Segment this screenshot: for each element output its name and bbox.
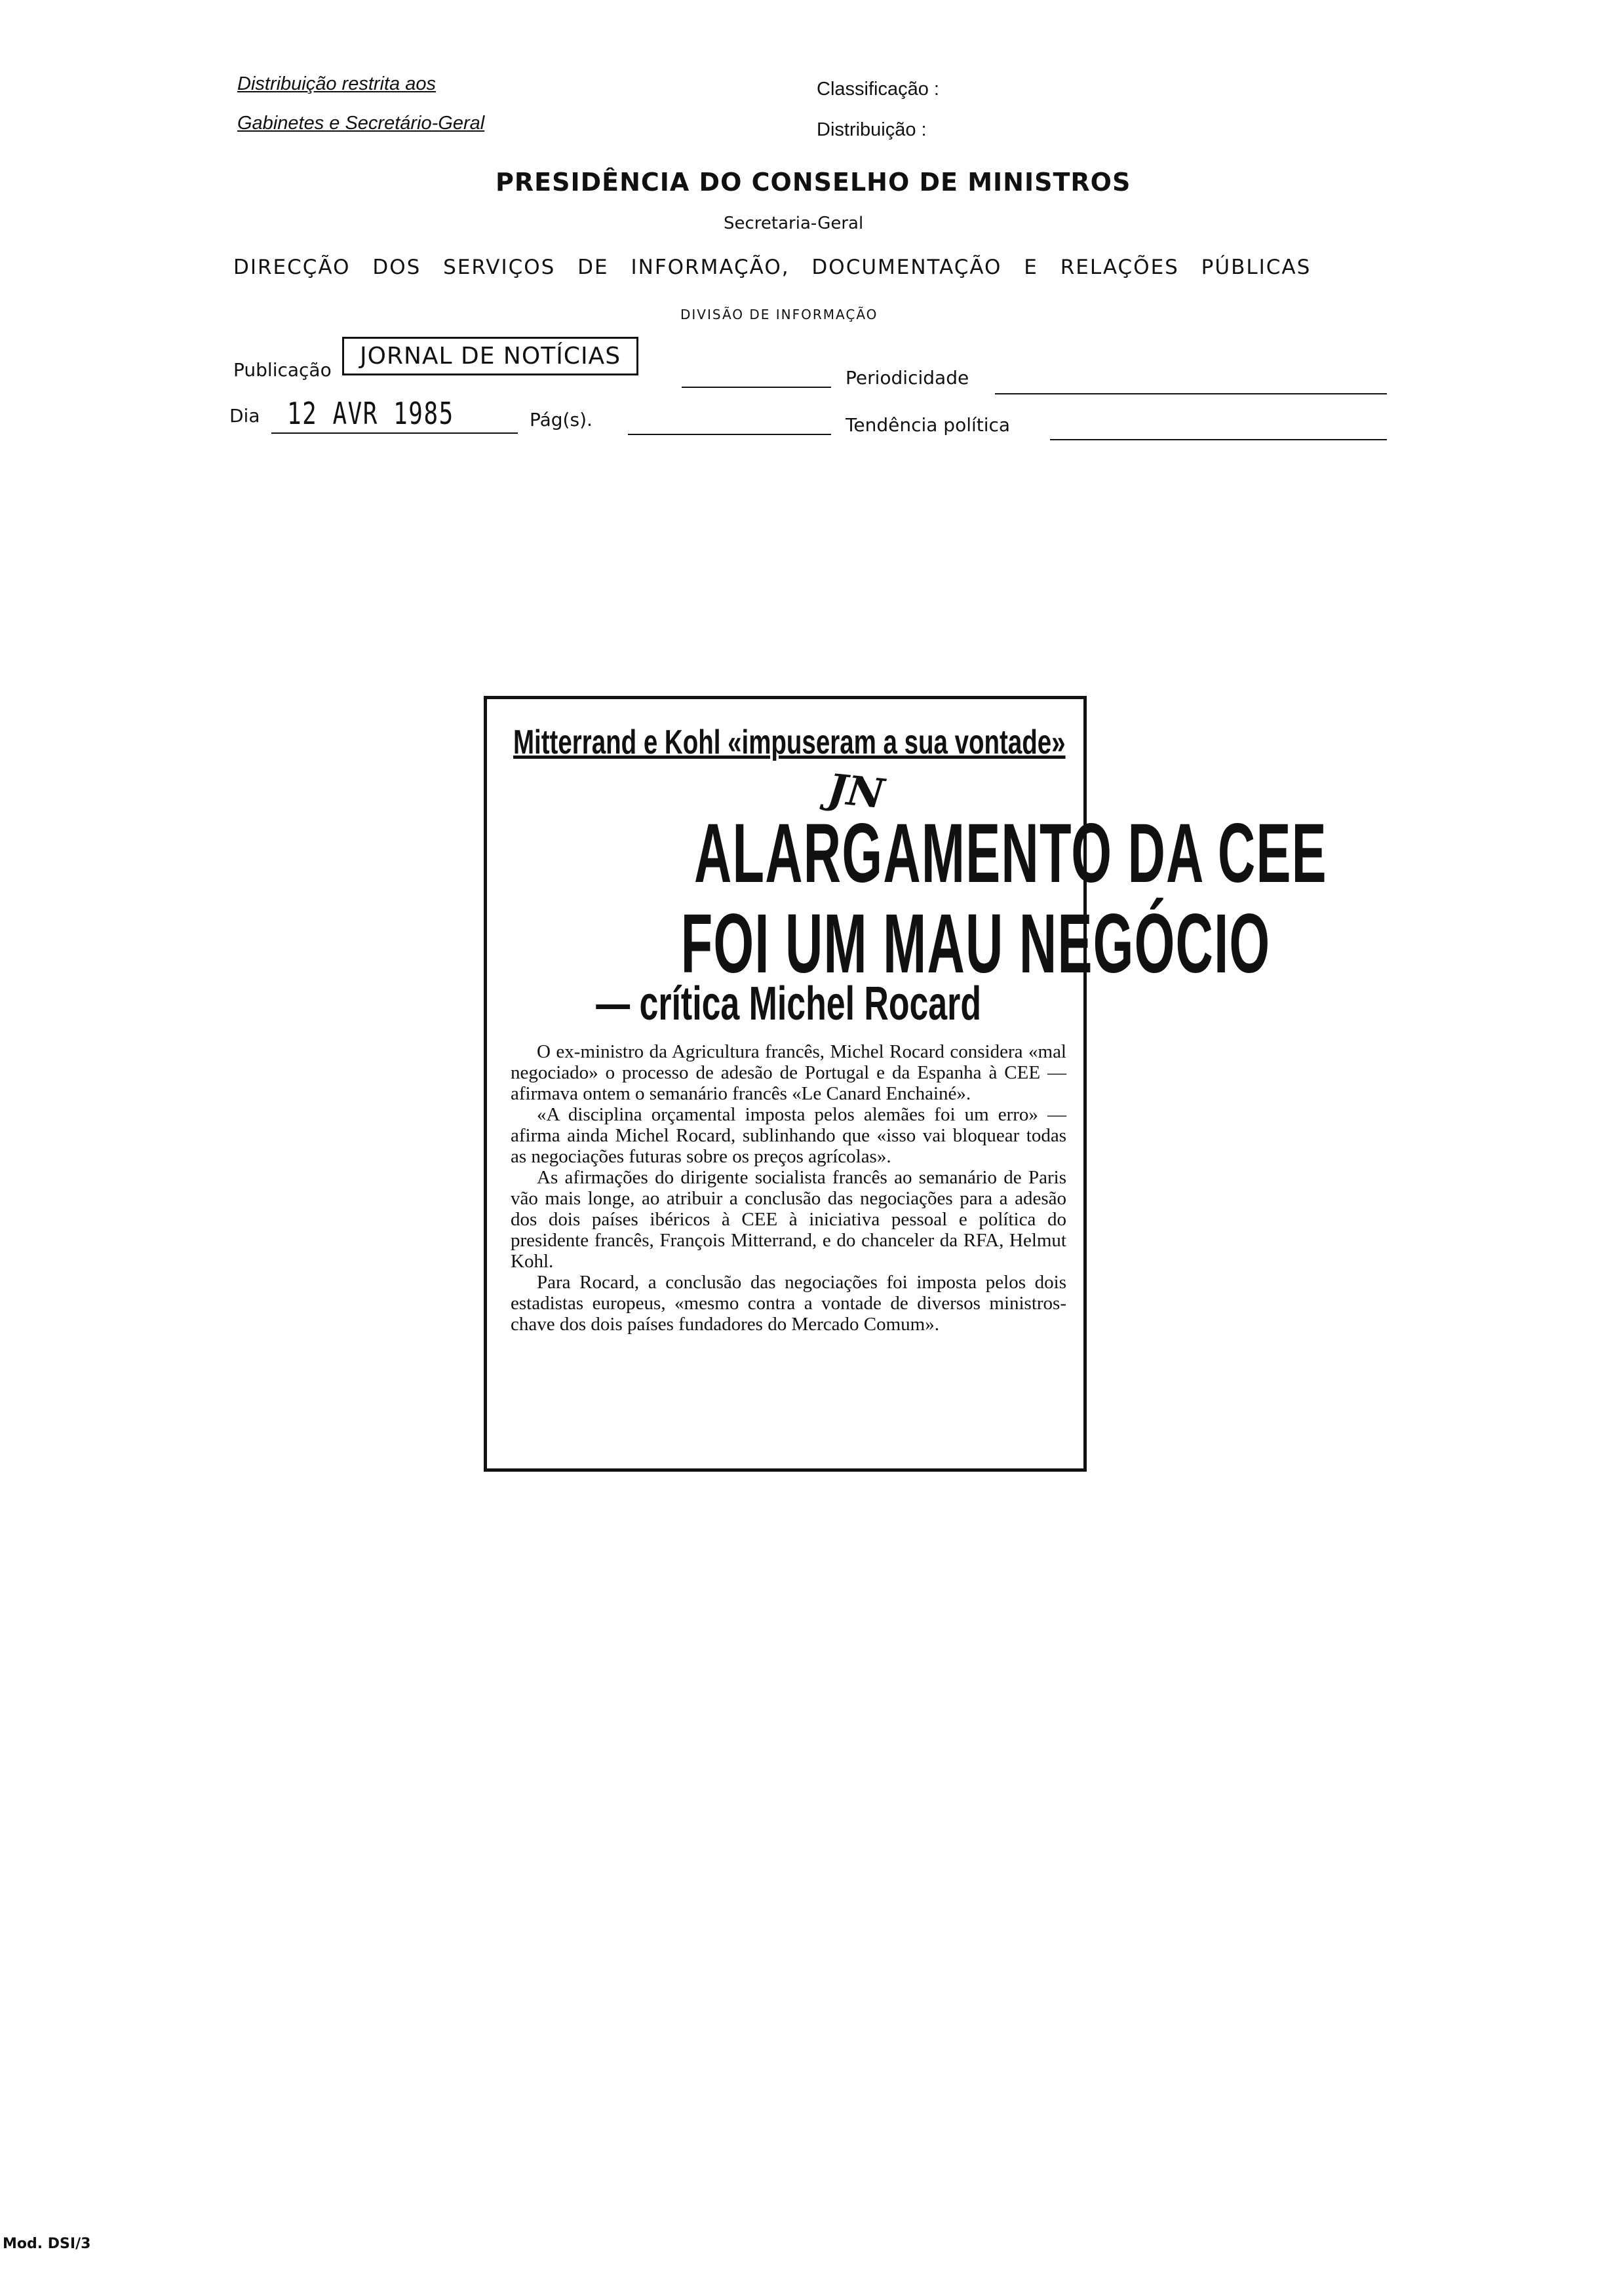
distribution-label: Distribuição :	[817, 119, 927, 140]
date-stamp: 12 AVR 1985	[287, 396, 454, 431]
article-paragraph: «A disciplina orçamental imposta pelos alemães foi um erro» — afirma ainda Michel Rocard, sublinhando que «isso vai bloquear todas as negociações futuras sobre os preços agrícolas».	[511, 1104, 1066, 1167]
pages-label: Pág(s).	[530, 409, 593, 430]
political-tendency-label: Tendência política	[846, 414, 1011, 436]
political-tendency-underline	[1050, 439, 1387, 440]
pages-underline	[628, 434, 831, 435]
article-paragraph: Para Rocard, a conclusão das negociações foi imposta pelos dois estadistas europeus, «mesmo contra a vontade de diversos ministros-chave dos dois países fundadores do Mercado Comum».	[511, 1272, 1066, 1335]
day-underline	[271, 432, 518, 434]
periodicity-underline	[995, 393, 1387, 394]
division-title: DIVISÃO DE INFORMAÇÃO	[680, 307, 878, 322]
byline: — crítica Michel Rocard	[596, 978, 981, 1030]
directorate-title: DIRECÇÃO DOS SERVIÇOS DE INFORMAÇÃO, DOCUMENTAÇÃO E RELAÇÕES PÚBLICAS	[233, 256, 1312, 279]
headline-line2: FOI UM MAU NEGÓCIO	[680, 897, 1271, 991]
article-body	[511, 1041, 1066, 1335]
article-paragraph: As afirmações do dirigente socialista francês ao semanário de Paris vão mais longe, ao atribuir a conclusão das negociações para a adesão dos dois países ibéricos à CEE à iniciativa pessoal e política do presidente francês, François Mitterrand, e do chanceler da RFA, Helmut Kohl.	[511, 1167, 1066, 1272]
form-model-code: Mod. DSI/3	[3, 2236, 91, 2252]
distribution-restriction-line2: Gabinetes e Secretário-Geral	[237, 113, 485, 134]
newspaper-clipping	[484, 696, 1327, 1472]
day-label: Dia	[229, 405, 260, 427]
publication-stamp: JORNAL DE NOTÍCIAS	[342, 337, 638, 375]
publication-underline	[682, 387, 831, 388]
clipping-kicker: Mitterrand e Kohl «impuseram a sua vontade»	[513, 723, 1066, 761]
secretariat-subtitle: Secretaria-Geral	[724, 214, 864, 233]
article-paragraph: O ex-ministro da Agricultura francês, Michel Rocard considera «mal negociado» o processo de adesão de Portugal e da Espanha à CEE — afirmava ontem o semanário francês «Le Canard Enchainé».	[511, 1041, 1066, 1104]
headline-line1: ALARGAMENTO DA CEE	[693, 807, 1327, 900]
periodicity-label: Periodicidade	[846, 367, 969, 389]
handwritten-annotation: JN	[825, 764, 887, 818]
classification-label: Classificação :	[817, 79, 939, 100]
institution-title: PRESIDÊNCIA DO CONSELHO DE MINISTROS	[496, 168, 1131, 197]
distribution-restriction-line1: Distribuição restrita aos	[237, 73, 436, 94]
publication-label: Publicação	[233, 359, 332, 381]
